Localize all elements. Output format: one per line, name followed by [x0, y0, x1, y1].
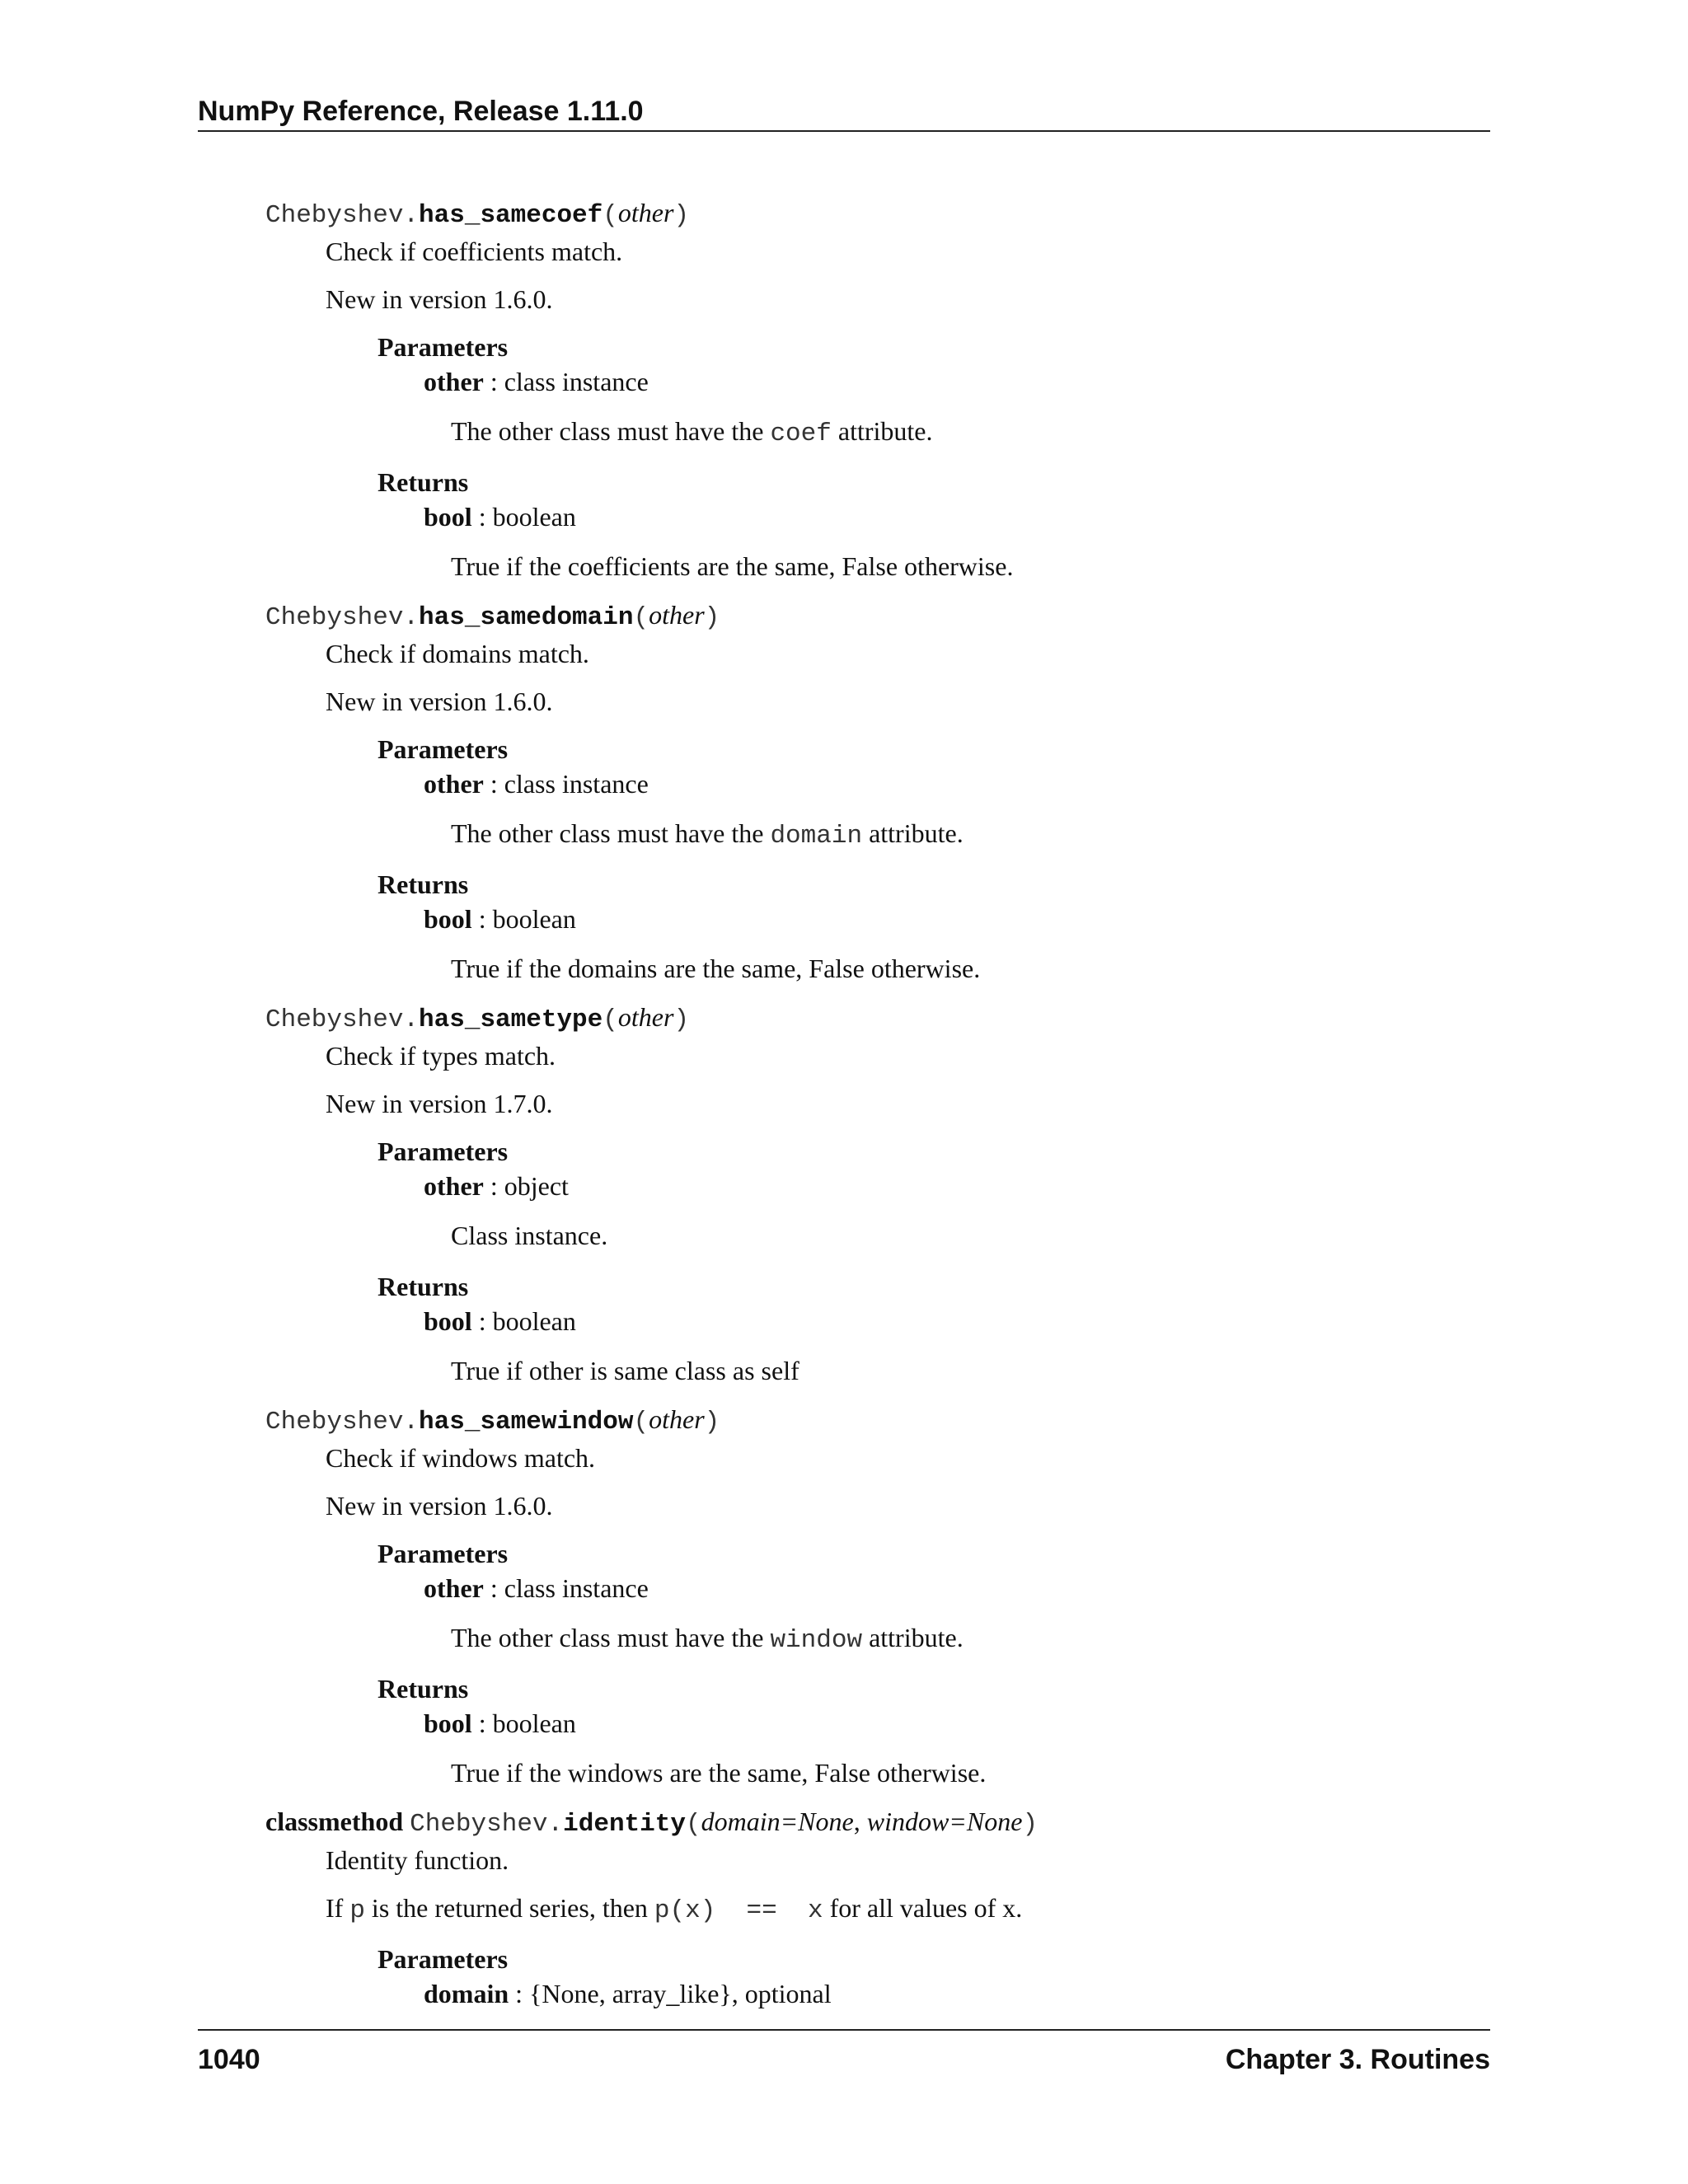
version-note: New in version 1.6.0.	[326, 1491, 553, 1521]
parameters-heading: Parameters	[377, 1137, 509, 1166]
paren-open: (	[633, 603, 649, 632]
method-signature	[265, 1803, 1485, 1843]
field-list	[377, 1942, 1485, 2011]
paren-open: (	[603, 201, 618, 230]
param-type: : class instance	[483, 769, 649, 799]
method-name: has_samedomain	[419, 603, 634, 632]
return-line	[424, 902, 1485, 936]
field-list	[377, 1134, 1485, 1388]
param-type: : object	[483, 1171, 569, 1201]
explanation-text-end: for all values of x.	[823, 1893, 1023, 1923]
param-desc-code: coef	[770, 419, 832, 448]
returns-heading: Returns	[377, 467, 469, 497]
method-description: Identity function.	[326, 1845, 509, 1875]
field-list	[377, 732, 1485, 986]
identity-explanation	[326, 1891, 1485, 1929]
return-description: True if the domains are the same, False otherwise.	[451, 954, 981, 983]
class-name: Chebyshev.	[265, 1005, 420, 1034]
param-line	[424, 1976, 1485, 2011]
paren-close: )	[704, 1408, 720, 1436]
return-line	[424, 1304, 1485, 1338]
method-description: Check if domains match.	[326, 639, 589, 668]
method-arg-domain: domain=None	[701, 1807, 854, 1836]
return-description: True if the windows are the same, False otherwise.	[451, 1758, 987, 1788]
param-desc-text: The other class must have the	[451, 416, 771, 446]
param-name: domain	[424, 1979, 509, 2008]
class-name: Chebyshev.	[265, 1408, 420, 1436]
return-name: bool	[424, 502, 472, 532]
method-description: Check if windows match.	[326, 1443, 596, 1473]
method-entry-identity	[265, 1803, 1485, 2011]
method-signature	[265, 1401, 1485, 1441]
method-name: has_samecoef	[419, 201, 603, 230]
return-description: True if the coefficients are the same, False otherwise.	[451, 551, 1014, 581]
param-name: other	[424, 1573, 484, 1603]
return-line	[424, 499, 1485, 534]
method-arg: other	[649, 600, 705, 630]
method-description: Check if coefficients match.	[326, 237, 623, 266]
method-description: Check if types match.	[326, 1041, 556, 1071]
method-arg: other	[649, 1404, 705, 1434]
parameters-heading: Parameters	[377, 734, 509, 764]
param-desc-text: The other class must have the	[451, 818, 771, 848]
param-desc-text-end: attribute.	[831, 416, 933, 446]
method-entry-has-samedomain	[265, 597, 1485, 986]
param-line	[424, 364, 1485, 399]
param-desc-text-end: attribute.	[862, 1623, 964, 1652]
param-name: other	[424, 1171, 484, 1201]
param-description	[451, 414, 1485, 452]
header-title: NumPy Reference, Release 1.11.0	[198, 96, 644, 127]
paren-open: (	[685, 1810, 701, 1839]
method-name: has_sametype	[419, 1005, 603, 1034]
method-arg: other	[617, 198, 674, 227]
param-line	[424, 1571, 1485, 1605]
version-note: New in version 1.6.0.	[326, 284, 553, 314]
paren-close: )	[704, 603, 720, 632]
return-type: : boolean	[471, 1306, 576, 1336]
paren-open: (	[633, 1408, 649, 1436]
return-name: bool	[424, 1708, 472, 1738]
running-header	[198, 92, 1490, 132]
method-entry-has-samewindow	[265, 1401, 1485, 1790]
returns-heading: Returns	[377, 1272, 469, 1301]
explanation-text: If	[326, 1893, 350, 1923]
param-desc-code: domain	[770, 822, 863, 851]
param-desc-text: Class instance.	[451, 1221, 608, 1250]
paren-close: )	[673, 1005, 690, 1034]
parameters-heading: Parameters	[377, 1944, 509, 1974]
return-type: : boolean	[471, 904, 576, 934]
arg-separator: ,	[853, 1807, 867, 1836]
parameters-heading: Parameters	[377, 1539, 509, 1568]
returns-heading: Returns	[377, 869, 469, 899]
param-type: : {None, array_like}, optional	[509, 1979, 832, 2008]
chapter-label: Chapter 3. Routines	[1225, 2044, 1490, 2075]
running-footer	[198, 2029, 1490, 2079]
explanation-text-mid: is the returned series, then	[364, 1893, 654, 1923]
param-name: other	[424, 769, 484, 799]
param-name: other	[424, 367, 484, 396]
param-desc-text: The other class must have the	[451, 1623, 771, 1652]
page-content	[265, 194, 1485, 2024]
param-line	[424, 766, 1485, 801]
param-line	[424, 1169, 1485, 1203]
return-name: bool	[424, 1306, 472, 1336]
param-type: : class instance	[483, 1573, 649, 1603]
param-desc-code: window	[770, 1626, 863, 1655]
return-type: : boolean	[471, 502, 576, 532]
param-description	[451, 816, 1485, 854]
method-signature	[265, 194, 1485, 234]
method-entry-has-sametype	[265, 999, 1485, 1388]
param-description	[451, 1620, 1485, 1658]
method-signature	[265, 597, 1485, 636]
inline-code-p: p	[349, 1896, 365, 1925]
method-arg: other	[617, 1002, 674, 1032]
parameters-heading: Parameters	[377, 332, 509, 362]
field-list	[377, 330, 1485, 583]
param-desc-text-end: attribute.	[862, 818, 964, 848]
paren-open: (	[603, 1005, 618, 1034]
paren-close: )	[1022, 1810, 1039, 1839]
class-name: Chebyshev.	[265, 603, 420, 632]
returns-heading: Returns	[377, 1674, 469, 1704]
version-note: New in version 1.6.0.	[326, 687, 553, 716]
inline-code-equation: p(x) == x	[654, 1896, 823, 1925]
class-name: Chebyshev.	[410, 1810, 564, 1839]
field-list	[377, 1536, 1485, 1790]
version-note: New in version 1.7.0.	[326, 1089, 553, 1118]
class-name: Chebyshev.	[265, 201, 420, 230]
method-arg-window: window=None	[866, 1807, 1023, 1836]
classmethod-keyword: classmethod	[265, 1807, 410, 1836]
return-line	[424, 1706, 1485, 1741]
method-signature	[265, 999, 1485, 1038]
paren-close: )	[673, 201, 690, 230]
method-entry-has-samecoef	[265, 194, 1485, 583]
param-description	[451, 1218, 1485, 1256]
return-description: True if other is same class as self	[451, 1356, 799, 1385]
method-name: identity	[563, 1810, 686, 1839]
param-type: : class instance	[483, 367, 649, 396]
return-name: bool	[424, 904, 472, 934]
method-name: has_samewindow	[419, 1408, 634, 1436]
page-number: 1040	[198, 2044, 260, 2075]
return-type: : boolean	[471, 1708, 576, 1738]
